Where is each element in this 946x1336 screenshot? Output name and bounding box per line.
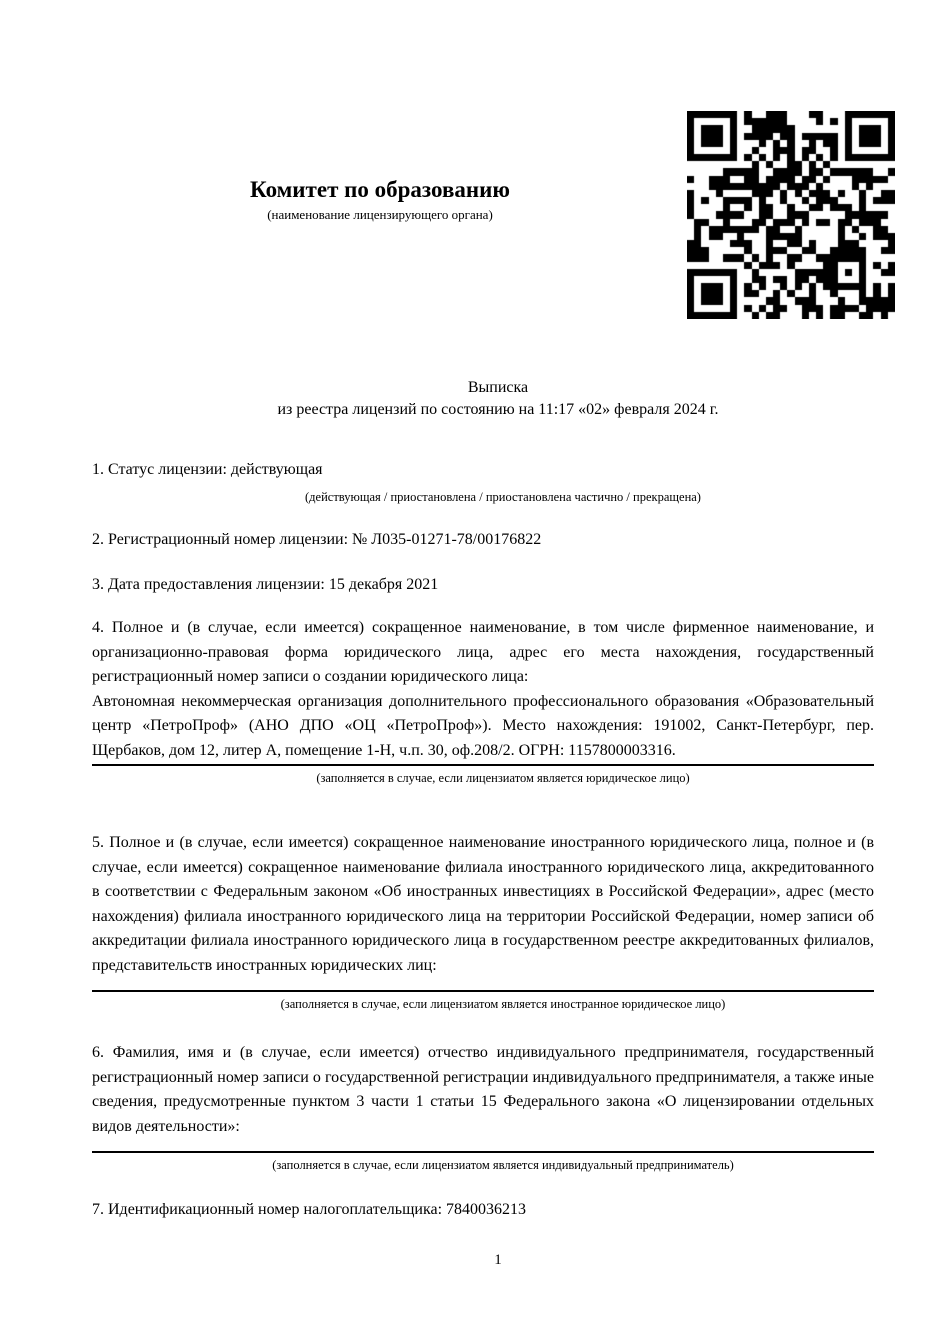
legal-entity-caption: (заполняется в случае, если лицензиатом является юридическое лицо) — [316, 771, 690, 785]
item-license-status — [92, 458, 874, 505]
item-foreign-entity — [92, 831, 874, 1012]
page-number: 1 — [494, 1252, 502, 1268]
foreign-entity-question: 5. Полное и (в случае, если имеется) сокращенное наименование иностранного юридического лица, полное и (в случае, если имеется) сокращенное наименование филиала иностранного юридического лица, аккредитованного в соответствии с Федеральным законом «Об иностранных инвестициях в Российской Федерации», адрес (место нахождения) филиала иностранного юридического лица на территории Российской Федерации, номер записи об аккредитации филиала иностранного юридического лица в государственном реестре аккредитованных филиалов, представительств иностранных юридических лиц: — [92, 834, 874, 974]
document-title-line1: Выписка — [467, 379, 529, 396]
licensing-authority-name: Комитет по образованию — [250, 177, 510, 202]
fill-line — [92, 1151, 874, 1153]
foreign-entity-caption: (заполняется в случае, если лицензиатом является иностранное юридическое лицо) — [280, 997, 726, 1011]
document-title — [92, 377, 904, 420]
item-grant-date — [92, 573, 874, 598]
item-registration-number — [92, 528, 874, 553]
document-title-line2: из реестра лицензий по состоянию на 11:17 «02» февраля 2024 г. — [277, 400, 719, 418]
legal-entity-value: Автономная некоммерческая организация дополнительного профессионального образования «Образовательный центр «ПетроПроф» (АНО ДПО «ОЦ «ПетроПроф»). Место нахождения: 191002, Санкт-Петербург, пер. Щербаков, дом 12, литер А, помещение 1-Н, ч.п. 30, оф.208/2. ОГРН: 1157800003316. — [92, 692, 874, 759]
licensing-authority-header — [92, 176, 668, 223]
item-individual-entrepreneur — [92, 1041, 874, 1173]
grant-date-text: 3. Дата предоставления лицензии: 15 декабря 2021 — [92, 576, 439, 593]
individual-entrepreneur-caption: (заполняется в случае, если лицензиатом является индивидуальный предприниматель) — [272, 1158, 734, 1172]
license-status-text: 1. Статус лицензии: действующая — [92, 461, 323, 478]
registration-number-text: 2. Регистрационный номер лицензии: № Л035-01271-78/00176822 — [92, 531, 542, 548]
legal-entity-question: 4. Полное и (в случае, если имеется) сокращенное наименование, в том числе фирменное наименование, и организационно-правовая форма юридического лица, адрес его места нахождения, государственный регистрационный номер записи о создании юридического лица: — [92, 619, 874, 685]
taxpayer-number-text: 7. Идентификационный номер налогоплательщика: 7840036213 — [92, 1201, 527, 1218]
individual-entrepreneur-question: 6. Фамилия, имя и (в случае, если имеется) отчество индивидуального предпринимателя, государственный регистрационный номер записи о государственной регистрации индивидуального предпринимателя, а также иные сведения, предусмотренные пунктом 3 части 1 статьи 15 Федерального закона «О лицензировании отдельных видов деятельности»: — [92, 1044, 874, 1135]
fill-line — [92, 990, 874, 992]
fill-line — [92, 764, 874, 766]
item-taxpayer-number — [92, 1198, 874, 1223]
licensing-authority-caption: (наименование лицензирующего органа) — [267, 207, 493, 222]
license-status-options-caption: (действующая / приостановлена / приостановлена частично / прекращена) — [305, 489, 701, 504]
qr-code-icon — [687, 111, 895, 319]
item-legal-entity — [92, 616, 874, 786]
